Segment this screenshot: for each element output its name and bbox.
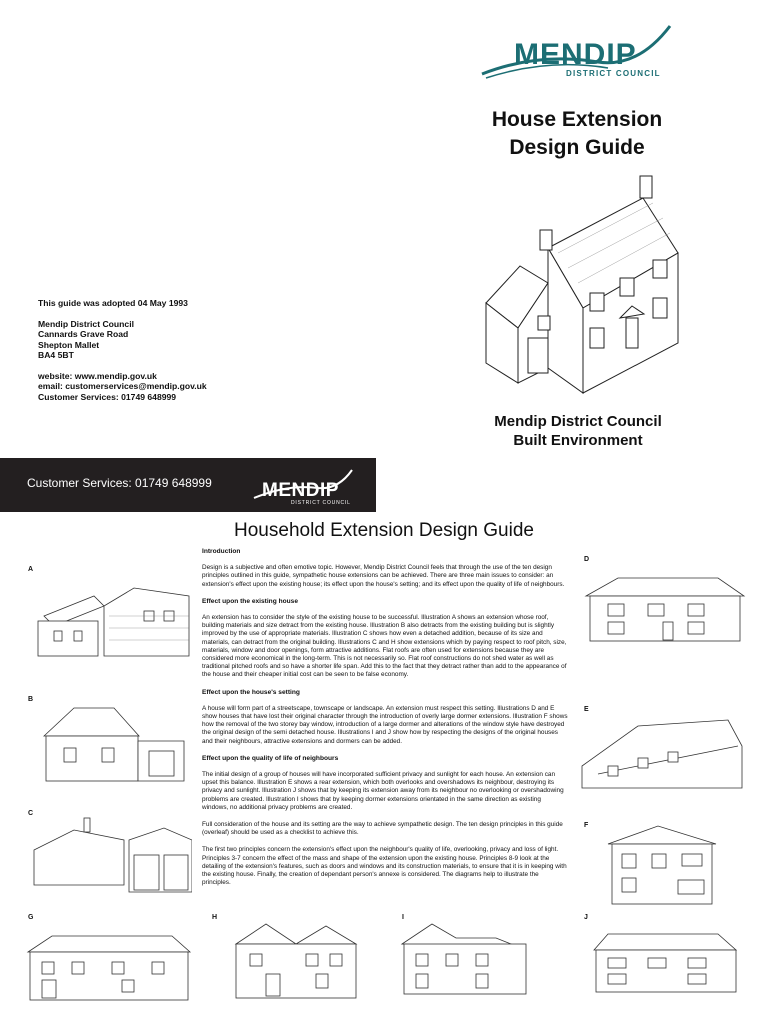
customer-services-banner: [0, 458, 376, 512]
illustration-c: C: [24, 810, 192, 896]
illustration-h: H: [206, 914, 376, 1004]
banner-logo: MENDIP DISTRICT COUNCIL: [248, 468, 358, 508]
phone-line: Customer Services: 01749 648999: [38, 391, 177, 402]
logo-wordmark: MENDIP: [514, 38, 637, 71]
website-link[interactable]: website: www.mendip.gov.uk: [38, 370, 157, 381]
contact-info: [38, 298, 207, 412]
article-body: Introduction Design is a subjective and often emotive topic. However, Mendip District Council feels that through the use of the ten design principles outlined in this guide, sympathetic house extensions can be achieved. There are three main issues to consider: an extension's effect upon the existing house; its effect upon the house's setting; and its effect upon the quality of life of neighbours. Effect upon the existing house An extension has to consider the style of the existing house to be successful. Illustration A shows an extension whose roof, building materials and size detract from the existing house. Illustration B also detracts from the existing building but is slightly improved by the use of appropriate materials. Illustration C shows how even a detached addition, because of its size and materials, can detract from the original building. Illustrations C and H show extensions which by paying respect to roof pitch, size, materials, window and door openings, form attractive additions. Flat roofs are often used for extensions because they are considered more economical in the long-term. This is not necessarily so. Flat roof constructions do not shed water as well as traditional pitched roofs and so have a shorter life span. Add this to the fact that they detract rather than add to the appearance of the house and their cheaper initial cost can be seen to be false economy. Effect upon the house's setting A house will form part of a streetscape, townscape or landscape. An extension must respect this setting. Illustrations D and E show houses that have lost their original character through the introduction of overly large dormer extensions. Illustration F shows how the removal of the two storey bay window, introduction of a large dormer and alterations of the window style have destroyed the original design of the semi detached house. Illustrations I and J show how by respecting the designs of the original houses and their neighbours, attractive extensions and dormers can be added. Effect upon the quality of life of neighbours The initial design of a group of houses will have incorporated sufficient privacy and sunlight for each house. An extension can upset this balance. Illustration E shows a rear extension, which both overlooks and overshadows its neighbour, destroying its privacy and sunlight. Illustration J shows that by keeping its extension away from its neighbour no overlooking or overshadowing problems are created. Illustration I shows that by keeping dormer extensions orientated in the same direction as existing windows, no additional privacy problems are created. Full consideration of the house and its setting are the way to achieve sympathetic design. The ten design principles in this guide (overleaf) should be used as a checklist to achieve this. The first two principles concern the extension's effect upon the neighbour's quality of life, overlooking, privacy and loss of light. Principles 3-7 concern the effect of the mass and shape of the extension upon the existing house. Principles 8-9 look at the detailing of the extension's features, such as doors and windows and its construction materials, to ensure that it is in keeping with the existing house. Finally, the creation of dependant person's annexe is considered. The diagrams help to illustrate the principles.: [202, 548, 568, 887]
illustration-e: E: [578, 706, 746, 790]
house-illustration: [478, 168, 698, 398]
illustration-g: G: [22, 914, 192, 1004]
contact-lines: [38, 371, 207, 403]
illustration-i: I: [396, 914, 566, 1004]
illustration-b: B: [24, 696, 186, 788]
adopted-date: This guide was adopted 04 May 1993: [38, 298, 188, 308]
logo-subtitle: DISTRICT COUNCIL: [566, 69, 661, 78]
guide-heading: Household Extension Design Guide: [234, 520, 534, 541]
illustration-f: F: [578, 822, 746, 908]
page-title: House Extension Design Guide: [491, 108, 663, 159]
banner-phone: Customer Services: 01749 648999: [27, 476, 212, 490]
illustration-j: J: [578, 914, 746, 1004]
email-link[interactable]: email: customerservices@mendip.gov.uk: [38, 381, 207, 391]
department-name: Mendip District Council Built Environment: [494, 413, 662, 449]
illustration-a: A: [24, 566, 194, 662]
mendip-logo: [478, 22, 678, 82]
illustration-d: D: [578, 556, 746, 646]
address: Mendip District Council Cannards Grave Road Shepton Mallet BA4 5BT: [38, 318, 134, 360]
